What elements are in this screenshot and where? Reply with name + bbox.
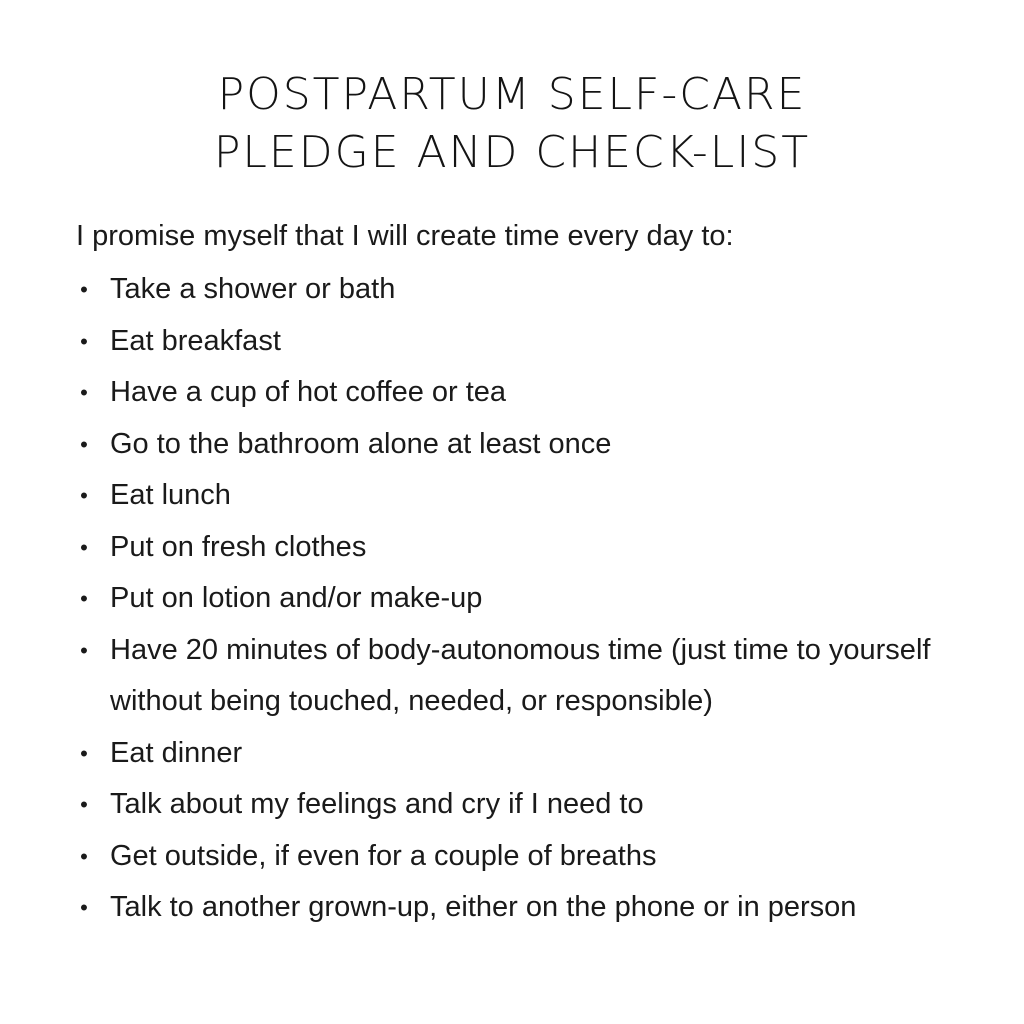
list-item-text: Take a shower or bath [110, 273, 396, 305]
list-item-text: Get outside, if even for a couple of breaths [110, 839, 657, 872]
list-item-text: Eat lunch [110, 479, 231, 511]
bullet-icon: • [80, 431, 88, 457]
page-title [0, 66, 1024, 182]
title-line-2: PLEDGE AND CHECK-LIST [213, 127, 811, 178]
list-item-text: Put on fresh clothes [110, 530, 367, 563]
bullet-icon: • [80, 483, 88, 508]
bullet-icon: • [80, 277, 88, 302]
pledge-intro: I promise myself that I will create time every day to: [76, 220, 734, 252]
bullet-icon: • [80, 328, 88, 354]
list-item [76, 882, 996, 934]
list-item-text: Go to the bathroom alone at least once [110, 427, 612, 460]
list-item [76, 625, 996, 728]
self-care-checklist [76, 264, 996, 934]
list-item [76, 573, 996, 625]
list-item-text: Eat breakfast [110, 324, 281, 357]
bullet-icon: • [80, 843, 88, 869]
bullet-icon: • [80, 792, 88, 817]
list-item-text: Have 20 minutes of body-autonomous time (just time to yourself without being touched, needed, or responsible) [110, 633, 931, 717]
list-item-text: Talk to another grown-up, either on the phone or in person [110, 891, 857, 923]
title-line-1: POSTPARTUM SELF-CARE [217, 69, 807, 120]
list-item [76, 470, 996, 522]
list-item-text: Talk about my feelings and cry if I need to [110, 788, 644, 820]
bullet-icon: • [80, 380, 88, 405]
list-item-text: Eat dinner [110, 736, 243, 769]
bullet-icon: • [80, 586, 88, 611]
bullet-icon: • [80, 740, 88, 766]
list-item [76, 779, 996, 831]
list-item [76, 264, 996, 316]
bullet-icon: • [80, 534, 88, 560]
list-item [76, 831, 996, 883]
list-item [76, 728, 996, 780]
list-item-text: Have a cup of hot coffee or tea [110, 376, 507, 408]
list-item [76, 316, 996, 368]
list-item [76, 522, 996, 574]
bullet-icon: • [80, 895, 88, 920]
list-item-text: Put on lotion and/or make-up [110, 582, 483, 614]
list-item [76, 367, 996, 419]
list-item [76, 419, 996, 471]
bullet-icon: • [80, 637, 88, 663]
